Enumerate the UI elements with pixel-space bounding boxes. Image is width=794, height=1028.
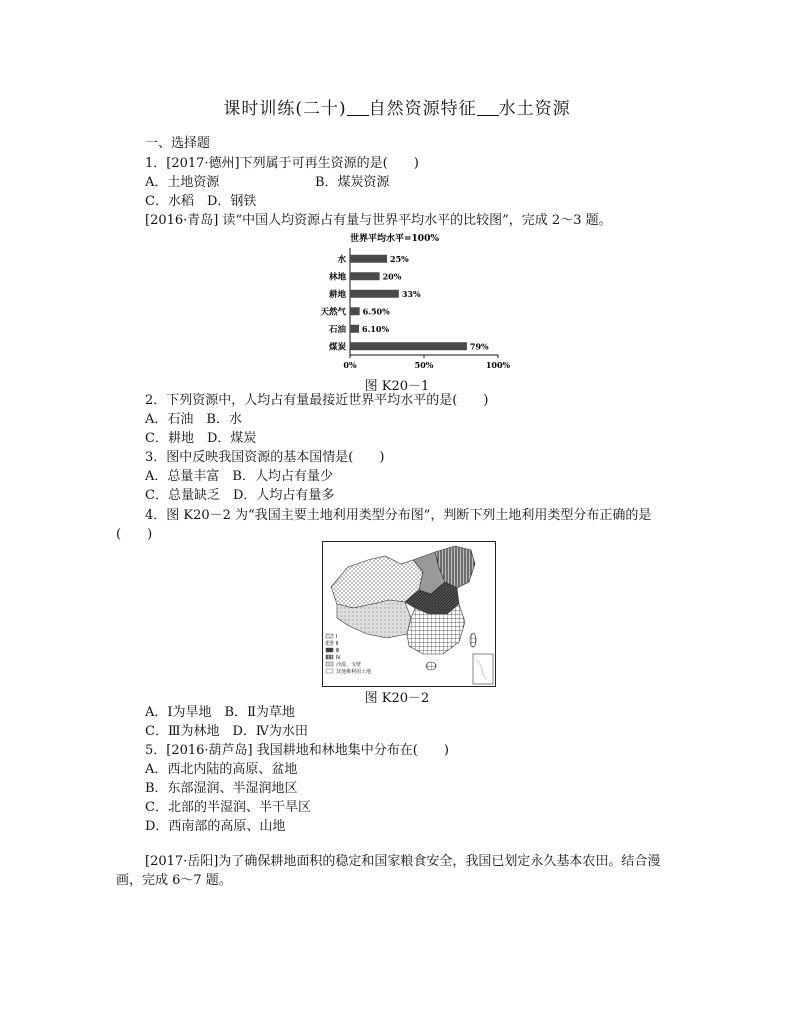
q3-options-cd: C．总量缺乏 D．人均占有量多 — [145, 488, 335, 503]
map-south-sea-inset — [473, 654, 493, 684]
q5-stem: 5．[2016·葫芦岛] 我国耕地和林地集中分布在( ) — [145, 743, 449, 758]
chart-bar — [350, 307, 360, 315]
chart-x-tick-label: 0% — [343, 360, 357, 370]
q5-opt-d: D．西南部的高原、山地 — [145, 819, 286, 834]
chart-title: 世界平均水平=100% — [350, 234, 439, 244]
chart-value-label: 79% — [469, 341, 489, 352]
q5-opt-c: C．北部的半湿润、半干旱区 — [145, 800, 311, 815]
chart-category-label: 石油 — [328, 324, 346, 335]
map-region-hainan — [426, 662, 436, 670]
legend-swatch-6 — [326, 669, 333, 673]
chart-bar — [350, 325, 359, 333]
q5-opt-b: B．东部湿润、半湿润地区 — [145, 781, 298, 796]
q1-opt-b: B．煤炭资源 — [315, 175, 390, 190]
q4-paren: ( ) — [116, 527, 153, 542]
q5-opt-a: A．西北内陆的高原、盆地 — [145, 762, 298, 777]
chart-x-tick-label: 100% — [485, 360, 511, 370]
chart-category-label: 林地 — [328, 272, 346, 283]
chart-value-label: 20% — [382, 271, 402, 282]
chart-bar — [350, 342, 467, 350]
q1-stem: 1．[2017·德州]下列属于可再生资源的是( ) — [145, 156, 419, 171]
legend-label-3: Ⅲ — [336, 648, 340, 654]
chart-category-label: 煤炭 — [328, 342, 346, 353]
legend-label-4: Ⅳ — [336, 655, 341, 661]
chart-category-label: 耕地 — [328, 289, 346, 300]
title-part-1: 课时训练(二十) — [223, 99, 347, 119]
chart-value-label: 25% — [390, 253, 409, 264]
legend-label-1: Ⅰ — [336, 634, 338, 640]
chart-bar — [350, 255, 387, 263]
legend-swatch-2 — [326, 641, 333, 645]
map-region-taiwan — [470, 633, 476, 647]
legend-label-6: 其他难利用土地 — [336, 669, 372, 675]
legend-swatch-1 — [326, 634, 333, 638]
q3-stem: 3．图中反映我国资源的基本国情是( ) — [145, 450, 385, 465]
intro-6-7-line2: 画，完成 6～7 题。 — [116, 873, 232, 888]
q1-options-ab — [145, 174, 390, 192]
q1-opt-a: A．土地资源 — [145, 175, 220, 190]
title-blank-2 — [477, 101, 499, 116]
chart-value-label: 6.10% — [362, 323, 390, 334]
q4-options-ab: A．Ⅰ为旱地 B．Ⅱ为草地 — [145, 705, 295, 720]
chart-category-label: 水 — [337, 254, 346, 265]
chart-bar — [350, 290, 399, 298]
legend-swatch-3 — [326, 648, 333, 652]
legend-label-2: Ⅱ — [336, 641, 339, 647]
q2-stem: 2．下列资源中，人均占有量最接近世界平均水平的是( ) — [145, 393, 489, 408]
map-legend — [326, 634, 371, 675]
legend-swatch-5 — [326, 662, 333, 666]
page-title — [0, 94, 794, 119]
q1-options-cd: C．水稻 D．钢铁 — [145, 194, 257, 209]
q4-options-cd: C．Ⅲ为林地 D．Ⅳ为水田 — [145, 724, 308, 739]
land-use-map — [322, 541, 496, 687]
chart-value-label: 6.50% — [362, 306, 390, 317]
legend-label-5: 沙漠、戈壁 — [336, 662, 362, 668]
chart-bar — [350, 272, 380, 280]
intro-6-7-line1: [2017·岳阳]为了确保耕地面积的稳定和国家粮食安全，我国已划定永久基本农田。结合漫 — [145, 854, 661, 869]
chart-category-label: 天然气 — [320, 307, 346, 318]
china-map-graphic — [323, 542, 495, 686]
q3-options-ab: A．总量丰富 B．人均占有量少 — [145, 469, 333, 484]
chart-x-tick-label: 50% — [414, 360, 434, 370]
intro-2-3: [2016·青岛] 读“中国人均资源占有量与世界平均水平的比较图”，完成 2～3 题。 — [145, 213, 612, 228]
title-part-3: 水土资源 — [498, 99, 571, 119]
q2-options-ab: A．石油 B．水 — [145, 412, 242, 427]
title-blank-1 — [347, 101, 369, 116]
title-part-2: 自然资源特征 — [368, 99, 477, 119]
fig2-caption: 图 K20－2 — [364, 691, 430, 706]
section-heading: 一、选择题 — [145, 136, 211, 151]
q4-stem: 4．图 K20－2 为“我国主要土地利用类型分布图”，判断下列土地利用类型分布正确的是 — [145, 508, 652, 523]
resource-comparison-chart — [310, 230, 530, 390]
chart-svg — [310, 230, 530, 390]
q2-options-cd: C．耕地 D．煤炭 — [145, 431, 257, 446]
fig1-caption: 图 K20－1 — [364, 379, 430, 394]
chart-value-label: 33% — [401, 288, 421, 299]
legend-swatch-4 — [326, 655, 333, 659]
